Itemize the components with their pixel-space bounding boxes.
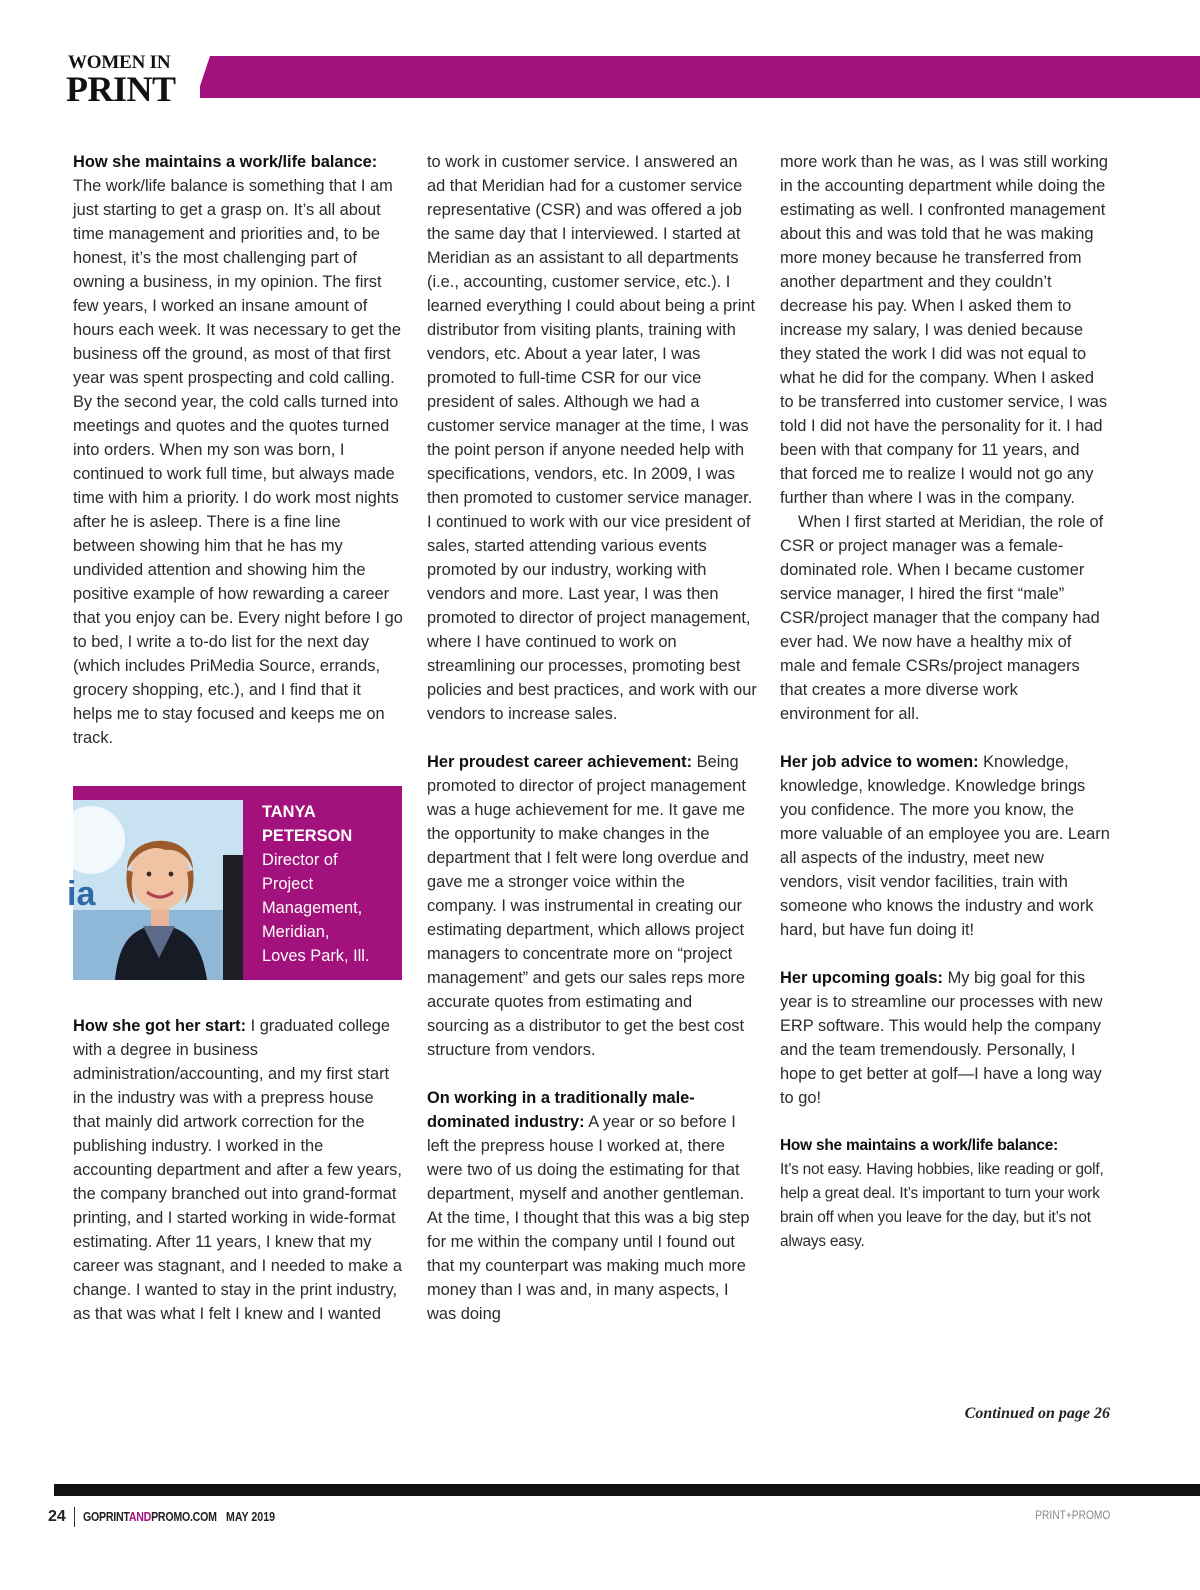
profile-caption bbox=[262, 800, 397, 968]
paragraph-work-life-balance-2 bbox=[780, 1134, 1110, 1254]
profile-title-line: Director of bbox=[262, 851, 338, 869]
masthead-notch bbox=[196, 56, 210, 98]
paragraph-work-life-balance bbox=[73, 150, 403, 750]
site-accent: AND bbox=[128, 1510, 151, 1524]
paragraph-body: I graduated college with a degree in business administration/accounting, and my first start in the industry was with a prepress house that mainly did artwork correction for the publishing industry. I worked in the accounting department and after a few years, the company branched out into grand-format printing, and I started working in wide-format estimating. After 11 years, I knew that my career was stagnant, and I needed to make a change. I wanted to stay in the print industry, as that was what I felt I knew and I wanted bbox=[73, 1017, 402, 1323]
paragraph-got-start bbox=[73, 1014, 403, 1326]
paragraph-heading: How she maintains a work/life balance: bbox=[73, 153, 378, 171]
paragraph-heading: On working in a traditionally male-dominated industry: bbox=[427, 1089, 695, 1131]
profile-title-line: Project bbox=[262, 875, 314, 893]
profile-title-line: Management, bbox=[262, 899, 363, 917]
column-3 bbox=[780, 150, 1110, 1254]
paragraph-spacer bbox=[427, 1062, 757, 1086]
profile-last-name: PETERSON bbox=[262, 827, 353, 845]
paragraph-pay-story: more work than he was, as I was still working in the accounting department while doing the estimating as well. I confronted management about this and was told that he was making more money because he transferred from another department and they couldn’t decrease his pay. When I asked them to increase my salary, I was denied because they stated the work I did was not equal to what he did for the company. When I asked to be transferred into customer service, I was told I did not have the personality for it. I had been with that company for 11 years, and that forced me to realize I would not go any further than where I was in the company. bbox=[780, 153, 1108, 507]
profile-title-line: Meridian, bbox=[262, 923, 330, 941]
paragraph-heading: How she maintains a work/life balance: bbox=[780, 1137, 1059, 1154]
paragraph-body: My big goal for this year is to streamline our processes with new ERP software. This would help the company and the team tremendously. Personally, I hope to get better at golf—I have a long way to go! bbox=[780, 969, 1103, 1107]
column-1 bbox=[67, 150, 403, 1326]
paragraph-meridian-role: When I first started at Meridian, the role of CSR or project manager was a female-dominated role. When I became customer service manager, I hired the first “male” CSR/project manager that the company had ever had. We now have a healthy mix of male and female CSRs/project managers that creates a more diverse work environment for all. bbox=[780, 513, 1104, 723]
column-2 bbox=[427, 150, 757, 1326]
footer-bar bbox=[54, 1484, 1200, 1496]
paragraph-body: The work/life balance is something that I am just starting to get a grasp on. It’s all about time management and priorities and, to be honest, it’s the most challenging part of owning a business, in my opinion. The first few years, I worked an insane amount of hours each week. It was necessary to get the business off the ground, as most of that first year was spent prospecting and cold calling. By the second year, the cold calls turned into meetings and quotes and the quotes turned into orders. When my son was born, I continued to work full time, but always made time with him a priority. I do work most nights after he is asleep. There is a fine line between showing him that he has my undivided attention and showing him the positive example of how rewarding a career that you enjoy can be. Every night before I go to bed, I write a to-do list for the next day (which includes PriMedia Source, errands, grocery shopping, etc.), and I find that it helps me to stay focused and keeps me on track. bbox=[73, 177, 403, 747]
paragraph-heading: Her upcoming goals: bbox=[780, 969, 944, 987]
profile-title-line: Loves Park, Ill. bbox=[262, 947, 370, 965]
site-part-2: PROMO.COM bbox=[150, 1510, 217, 1524]
masthead-bar bbox=[200, 56, 1200, 98]
footer-website[interactable] bbox=[83, 1510, 217, 1524]
page-number: 24 bbox=[48, 1508, 66, 1525]
paragraph-spacer bbox=[780, 1110, 1110, 1134]
paragraph-heading: Her job advice to women: bbox=[780, 753, 979, 771]
issue-date: MAY 2019 bbox=[226, 1510, 276, 1524]
paragraph-spacer bbox=[427, 726, 757, 750]
paragraph-job-advice bbox=[780, 750, 1110, 942]
profile-first-name: TANYA bbox=[262, 803, 316, 821]
paragraph-spacer bbox=[780, 942, 1110, 966]
paragraph-spacer bbox=[780, 726, 1110, 750]
footer-left bbox=[48, 1507, 284, 1527]
svg-text:ia: ia bbox=[67, 875, 96, 913]
section-title-line1: WOMEN IN bbox=[68, 52, 171, 73]
paragraph-body: It’s not easy. Having hobbies, like reading or golf, help a great deal. It’s important to turn your work brain off when you leave for the day, but it’s not always easy. bbox=[780, 1161, 1104, 1250]
profile-photo bbox=[67, 800, 243, 980]
paragraph-heading: How she got her start: bbox=[73, 1017, 247, 1035]
profile-card bbox=[67, 786, 402, 980]
continued-note: Continued on page 26 bbox=[964, 1405, 1110, 1422]
paragraph-body: Being promoted to director of project management was a huge achievement for me. It gave me the opportunity to make changes in the department that I felt were long overdue and gave me a stronger voice within the company. I was instrumental in creating our estimating department, which allows project managers to concentrate more on “project management” and gets our sales reps more accurate quotes from estimating and sourcing as a distributor to get the best cost structure from vendors. bbox=[427, 753, 749, 1059]
paragraph-body: Knowledge, knowledge, knowledge. Knowledge brings you confidence. The more you know, the more valuable of an employee you are. Learn all aspects of the industry, meet new vendors, visit vendor facilities, train with someone who knows the industry and work hard, but have fun doing it! bbox=[780, 753, 1110, 939]
section-title-line2: PRINT bbox=[66, 69, 176, 109]
portrait-illustration bbox=[67, 800, 243, 980]
paragraph-customer-service: to work in customer service. I answered an ad that Meridian had for a customer service representative (CSR) and was offered a job the same day that I interviewed. I started at Meridian as an assistant to all departments (i.e., accounting, customer service, etc.). I learned everything I could about being a print distributor from visiting plants, training with vendors, etc. About a year later, I was promoted to full-time CSR for our vice president of sales. Although we had a customer service manager at the time, I was the point person if anyone needed help with specifications, vendors, etc. In 2009, I was then promoted to customer service manager. I continued to work with our vice president of sales, started attending various events promoted by our industry, working with vendors and more. Last year, I was then promoted to director of project management, where I have continued to work on streamlining our processes, promoting best policies and best practices, and work with our vendors to increase sales. bbox=[427, 153, 757, 723]
paragraph-male-dominated bbox=[427, 1086, 757, 1326]
paragraph-body: A year or so before I left the prepress house I worked at, there were two of us doing the estimating for that department, myself and another gentleman. At the time, I thought that this was a big step for me within the company until I found out that my counterpart was making much more money than I was and, in many aspects, I was doing bbox=[427, 1113, 750, 1323]
publication-name: PRINT+PROMO bbox=[1034, 1508, 1110, 1522]
paragraph-heading: Her proudest career achievement: bbox=[427, 753, 693, 771]
paragraph-upcoming-goals bbox=[780, 966, 1110, 1110]
paragraph-proudest-achievement bbox=[427, 750, 757, 1062]
site-part-1: GOPRINT bbox=[82, 1510, 129, 1524]
footer-divider bbox=[74, 1507, 75, 1527]
masthead bbox=[0, 52, 1200, 109]
